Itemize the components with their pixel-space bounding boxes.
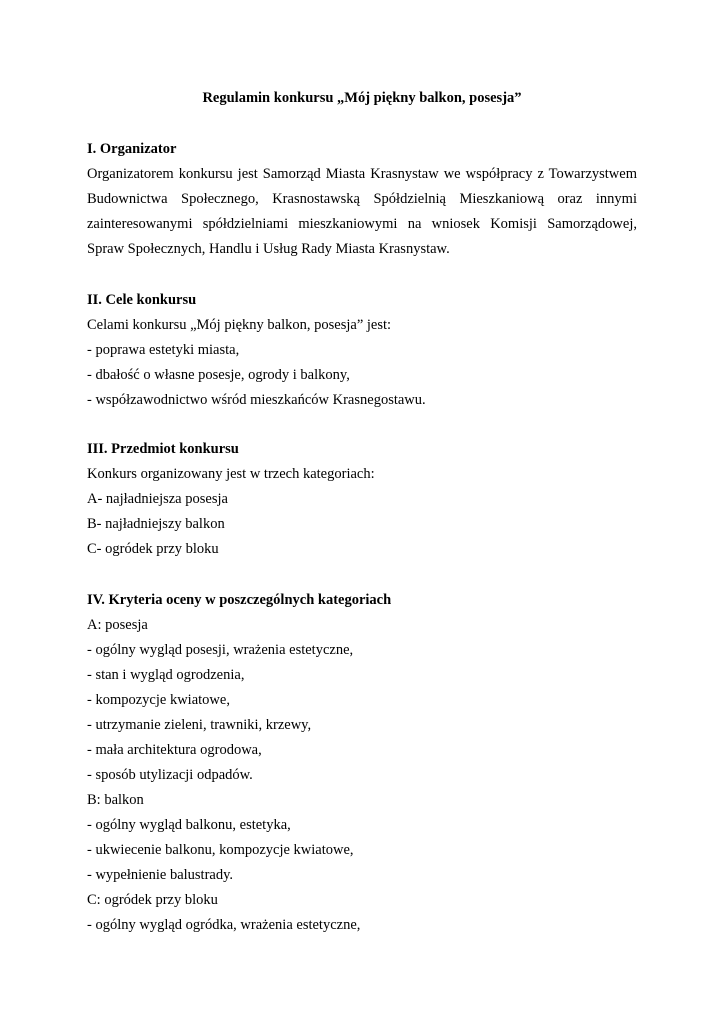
section-heading: I. Organizator — [87, 141, 177, 157]
list-item: - ogólny wygląd posesji, wrażenia estetyczne, — [87, 642, 354, 658]
list-item: C- ogródek przy bloku — [87, 541, 219, 557]
section-heading: IV. Kryteria oceny w poszczególnych kategoriach — [87, 592, 392, 608]
text-line: Celami konkursu „Mój piękny balkon, posesja” jest: — [87, 317, 392, 333]
list-item: - ogólny wygląd ogródka, wrażenia estetyczne, — [87, 917, 361, 933]
list-item: - sposób utylizacji odpadów. — [87, 767, 253, 783]
section-paragraph: Organizatorem konkursu jest Samorząd Miasta Krasnystaw we współpracy z Towarzystwem Budownictwa Społecznego, Krasnostawską Spółdzielnią Mieszkaniową oraz innymi zainteresowanymi spółdzielniami mieszkaniowymi na wniosek Komisji Samorządowej, Spraw Społecznych, Handlu i Usług Rady Miasta Krasnystaw. — [87, 166, 637, 257]
section-criteria — [87, 588, 637, 938]
list-item: - poprawa estetyki miasta, — [87, 342, 240, 358]
section-heading: III. Przedmiot konkursu — [87, 441, 239, 457]
document-title: Regulamin konkursu „Mój piękny balkon, posesja” — [202, 90, 522, 106]
list-item: - współzawodnictwo wśród mieszkańców Krasnegostawu. — [87, 392, 426, 408]
list-item: A- najładniejsza posesja — [87, 491, 228, 507]
list-item: - wypełnienie balustrady. — [87, 867, 234, 883]
list-item: B- najładniejszy balkon — [87, 516, 225, 532]
list-item: - stan i wygląd ogrodzenia, — [87, 667, 245, 683]
category-label: C: ogródek przy bloku — [87, 892, 218, 908]
list-item: - mała architektura ogrodowa, — [87, 742, 262, 758]
category-label: A: posesja — [87, 617, 148, 633]
text-line: Konkurs organizowany jest w trzech kategoriach: — [87, 466, 375, 482]
section-goals — [87, 288, 637, 413]
section-heading: II. Cele konkursu — [87, 292, 197, 308]
list-item: - ukwiecenie balkonu, kompozycje kwiatowe, — [87, 842, 354, 858]
section-organizer — [87, 137, 637, 262]
section-subject — [87, 437, 637, 562]
list-item: - kompozycje kwiatowe, — [87, 692, 230, 708]
list-item: - utrzymanie zieleni, trawniki, krzewy, — [87, 717, 312, 733]
list-item: - dbałość o własne posesje, ogrody i balkony, — [87, 367, 350, 383]
category-label: B: balkon — [87, 792, 144, 808]
list-item: - ogólny wygląd balkonu, estetyka, — [87, 817, 291, 833]
